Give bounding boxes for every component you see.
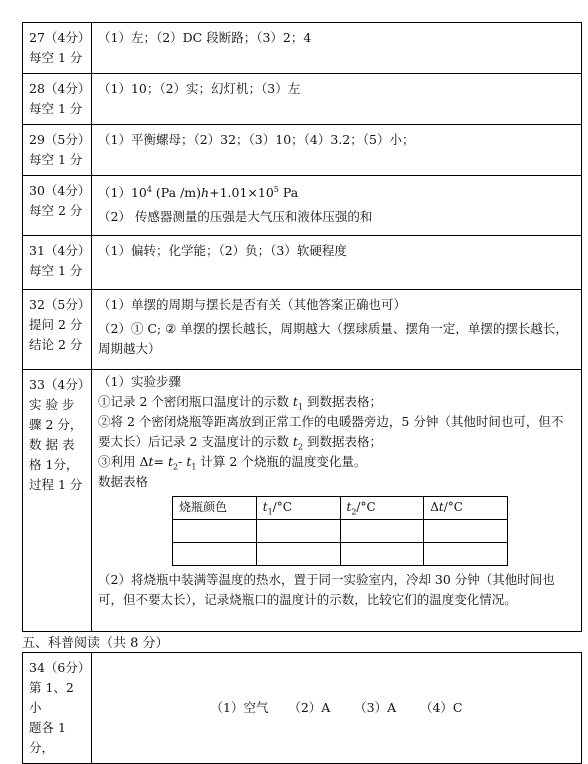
question-cell	[23, 370, 92, 632]
data-table-row	[173, 520, 508, 543]
table-row-q29	[23, 125, 582, 176]
answer-text: （2） 传感器测量的压强是大气压和液体压强的和	[98, 209, 373, 224]
answer-cell	[92, 125, 582, 176]
answer-table	[22, 22, 582, 632]
answer-cell	[92, 290, 582, 370]
score-rule: 数 据 表	[29, 437, 75, 452]
question-number: 27（4分）	[29, 30, 91, 45]
answer-text: （1）左；（2）DC 段断路；（3）2；4	[98, 30, 312, 45]
score-rule: 结论 2 分	[29, 337, 83, 352]
answer-cell	[92, 23, 582, 74]
question-number: 31（4分）	[29, 243, 91, 258]
table-row-q33	[23, 370, 582, 632]
score-rule: 提问 2 分	[29, 317, 83, 332]
section-title: 五、科普阅读（共 8 分）	[22, 636, 169, 651]
score-rule: 骤 2 分，	[29, 417, 83, 432]
table-row-q32	[23, 290, 582, 370]
answer-text: （1）偏转；化学能；（2）负；（3）软硬程度	[98, 243, 347, 258]
part-2-text: （2）将烧瓶中装满等温度的热水，置于同一实验室内，冷却 30 分钟（其他时间也可，但不要太长），记录烧瓶口的温度计的示数，比较它们的温度变化情况。	[98, 572, 555, 607]
header-delta-t: Δt/°C	[424, 497, 508, 520]
data-table-label: 数据表格	[98, 474, 149, 489]
answer-cell	[92, 74, 582, 125]
table-cell	[340, 520, 424, 543]
answer-text: （2）① C; ② 单摆的摆长越长，周期越大（摆球质量、摆角一定，单摆的摆长越长，周期越大）	[98, 321, 568, 356]
answer-table-section5	[22, 652, 582, 764]
question-cell	[23, 23, 92, 74]
score-rule: 格 1分，	[29, 457, 79, 472]
table-row-q30	[23, 176, 582, 236]
table-row-q31	[23, 236, 582, 290]
question-cell	[23, 236, 92, 290]
answer-text: （1）单摆的周期与摆长是否有关（其他答案正确也可）	[98, 297, 406, 312]
data-table	[172, 496, 508, 566]
header-t1: $t_1/^\circ C$	[256, 497, 340, 520]
table-cell	[173, 543, 257, 566]
question-number: 33（4分）	[29, 377, 91, 392]
table-row-q28	[23, 74, 582, 125]
question-number: 28（4分）	[29, 81, 91, 96]
question-number: 32（5分）	[29, 297, 91, 312]
question-number: 34（6分）	[29, 660, 91, 675]
table-cell	[256, 543, 340, 566]
header-t2: $t_2/^\circ C$	[340, 497, 424, 520]
step-3: ③利用 $\Delta t= t_2-$ $t_1$ 计算 2 个烧瓶的温度变化量。	[98, 454, 367, 472]
answer-cell	[92, 653, 582, 764]
table-cell	[173, 520, 257, 543]
question-cell	[23, 653, 92, 764]
score-rule: 第 1、2 小	[29, 680, 74, 715]
data-table-row	[173, 543, 508, 566]
answer-text: （1）10；（2）实；幻灯机；（3）左	[98, 81, 301, 96]
score-rule: 题各 1 分，	[29, 720, 66, 755]
answer-text: （1）空气 （2）A （3）A （4）C	[210, 700, 463, 715]
header-flask-color: 烧瓶颜色	[173, 497, 257, 520]
table-cell	[340, 543, 424, 566]
table-row-q27	[23, 23, 582, 74]
answer-text-formula: $(1)10^4$ (Pa $/m)h+1.01\times 10^5$ Pa	[98, 184, 299, 200]
step-1: ①记录 2 个密闭瓶口温度计的示数 $t_1$ 到数据表格；	[98, 394, 382, 412]
question-number: 29（5分）	[29, 132, 91, 147]
question-cell	[23, 125, 92, 176]
question-cell	[23, 74, 92, 125]
score-rule: 过程 1 分	[29, 477, 83, 492]
step-2: ②将 2 个密闭烧瓶等距离放到正常工作的电暖器旁边，5 分钟（其他时间也可，但不要太长）后记录 2 支温度计的示数 $t_2$ 到数据表格；	[98, 414, 564, 452]
answer-text: （1）平衡螺母；（2）32；（3）10；（4）3.2；（5）小；	[98, 132, 415, 147]
table-cell	[256, 520, 340, 543]
score-rule: 每空 1 分	[29, 263, 83, 278]
score-rule: 每空 1 分	[29, 152, 83, 167]
score-rule: 每空 1 分	[29, 101, 83, 116]
data-table-header-row	[173, 497, 508, 520]
score-rule: 每空 1 分	[29, 50, 83, 65]
answer-cell	[92, 236, 582, 290]
answer-cell	[92, 370, 582, 632]
table-cell	[424, 543, 508, 566]
question-number: 30（4分）	[29, 183, 91, 198]
question-cell	[23, 176, 92, 236]
score-rule: 每空 2 分	[29, 203, 83, 218]
question-cell	[23, 290, 92, 370]
table-cell	[424, 520, 508, 543]
step-title: （1）实验步骤	[98, 374, 181, 389]
answer-cell	[92, 176, 582, 236]
table-row-q34	[23, 653, 582, 764]
score-rule: 实 验 步	[29, 397, 75, 412]
